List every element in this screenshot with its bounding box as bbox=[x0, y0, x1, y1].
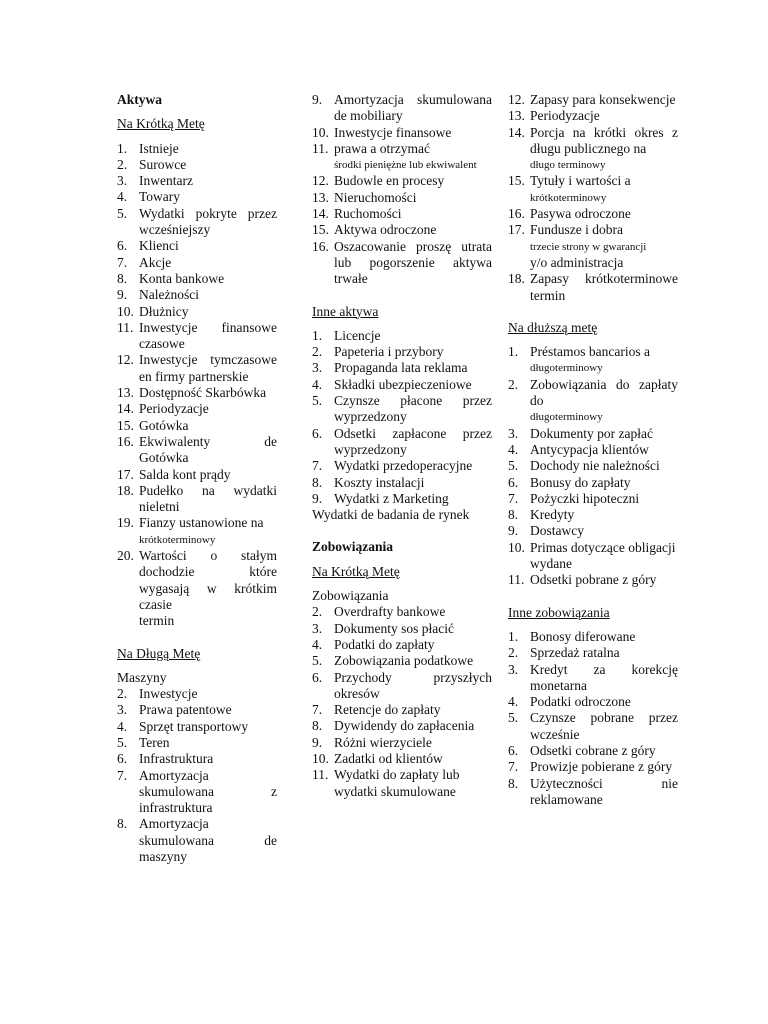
list-item-text: Pożyczki hipoteczni bbox=[530, 490, 640, 506]
list-item-number: 16. bbox=[508, 206, 525, 222]
list-item-number: 16. bbox=[312, 238, 329, 254]
list-item bbox=[508, 344, 678, 377]
list-item bbox=[508, 507, 678, 523]
list-item-text: Konta bankowe bbox=[139, 270, 225, 286]
subheading-long-term-liabilities: Na dłuższą metę bbox=[508, 319, 598, 335]
list-item bbox=[117, 434, 277, 467]
list-item bbox=[117, 751, 277, 767]
list-item bbox=[508, 426, 678, 442]
list-item-text: Retencje do zapłaty bbox=[334, 702, 441, 718]
list-item-text: Odsetki zapłacone przez wyprzedzony bbox=[334, 425, 492, 457]
list-item-number: 2. bbox=[312, 604, 323, 620]
list-item-number: 16. bbox=[117, 433, 134, 449]
subheading-short-term-assets: Na Krótką Metę bbox=[117, 116, 205, 132]
list-item-text: Użyteczności nie reklamowane bbox=[530, 775, 678, 807]
list-item-text: Klienci bbox=[139, 238, 179, 254]
list-item-text: Prowizje pobierane z góry bbox=[530, 759, 673, 775]
column-middle bbox=[312, 92, 492, 800]
list-item-number: 8. bbox=[312, 474, 323, 490]
list-item bbox=[312, 767, 492, 800]
list-item-text: Towary bbox=[139, 189, 181, 205]
list-item-text: Oszacowanie proszę utrata lub pogorszenie aktywa trwałe bbox=[334, 238, 492, 287]
list-item-text: Istnieje bbox=[139, 140, 179, 156]
list-item bbox=[312, 360, 492, 376]
list-item bbox=[312, 670, 492, 703]
list-item bbox=[312, 377, 492, 393]
list-item-number: 17. bbox=[508, 222, 525, 238]
list-item-number: 18. bbox=[117, 482, 134, 498]
list-item bbox=[117, 141, 277, 157]
list-assets-continued bbox=[312, 92, 492, 288]
list-item bbox=[312, 491, 492, 507]
list-item-text: Zobowiązania bbox=[312, 588, 389, 604]
list-item-subtext: długoterminowy bbox=[530, 362, 603, 375]
list-item bbox=[312, 206, 492, 222]
list-item-text: Inwestycje finansowe bbox=[334, 124, 452, 140]
list-item-text: Amortyzacja skumulowana de maszyny bbox=[139, 816, 277, 865]
list-item bbox=[508, 377, 678, 426]
list-item-number: 2. bbox=[508, 376, 519, 392]
list-item bbox=[117, 719, 277, 735]
list-item-number: 3. bbox=[312, 620, 323, 636]
list-item-text: Wydatki pokryte przez wcześniejszy bbox=[139, 205, 277, 238]
list-item-number: 6. bbox=[312, 425, 323, 441]
list-item-text: Inwentarz bbox=[139, 173, 193, 189]
list-item bbox=[508, 694, 678, 710]
list-item-subtext: trzecie strony w gwarancji bbox=[530, 240, 647, 253]
list-item bbox=[117, 385, 277, 401]
list-item-text: Sprzęt transportowy bbox=[139, 718, 249, 734]
list-item-text: Kredyt za korekcję monetarna bbox=[530, 661, 678, 693]
list-item bbox=[117, 189, 277, 205]
list-item-number: 2. bbox=[117, 686, 128, 702]
list-item-text: Teren bbox=[139, 734, 170, 750]
list-item-text: Inwestycje tymczasowe en firmy partnerskie bbox=[139, 352, 277, 384]
list-item-text: Papeteria i przybory bbox=[334, 344, 444, 360]
list-item-text: Czynsze pobrane przez wcześnie bbox=[530, 710, 678, 742]
list-item-number: 13. bbox=[312, 189, 329, 205]
list-item-text: Budowle en procesy bbox=[334, 173, 445, 189]
list-item bbox=[117, 670, 277, 686]
list-item bbox=[117, 255, 277, 271]
list-item-number: 1. bbox=[117, 140, 128, 156]
list-item-number: 10. bbox=[117, 303, 134, 319]
list-item-subtext: krótkoterminowy bbox=[530, 191, 607, 204]
list-item-number: 15. bbox=[312, 222, 329, 238]
list-item bbox=[117, 238, 277, 254]
list-item-number: 7. bbox=[312, 458, 323, 474]
list-item bbox=[312, 393, 492, 426]
list-item-text: Ruchomości bbox=[334, 206, 402, 222]
list-item-text: Amortyzacja skumulowana z infrastruktura bbox=[139, 767, 277, 816]
list-item-text: Wydatki z Marketing bbox=[334, 490, 449, 506]
list-item-number: 8. bbox=[508, 775, 519, 791]
list-item-text: Akcje bbox=[139, 254, 172, 270]
list-item-text: Zobowiązania podatkowe bbox=[334, 653, 474, 669]
list-item bbox=[117, 515, 277, 548]
list-item-number: 12. bbox=[508, 92, 525, 107]
list-item-number: 4. bbox=[117, 189, 128, 205]
list-item-text: Porcja na krótki okres z długu publicznego na bbox=[530, 124, 678, 156]
list-item bbox=[117, 206, 277, 239]
list-item bbox=[117, 418, 277, 434]
list-item bbox=[508, 173, 678, 206]
list-item-number: 5. bbox=[117, 205, 128, 221]
list-item bbox=[117, 271, 277, 287]
list-item-text: Inwestycje bbox=[139, 686, 198, 702]
list-item bbox=[312, 222, 492, 238]
list-item-text: Gotówka bbox=[139, 417, 189, 433]
list-item-text: Infrastruktura bbox=[139, 751, 214, 767]
list-item bbox=[508, 710, 678, 743]
list-item-number: 8. bbox=[117, 816, 128, 832]
list-item-text: Periodyzacje bbox=[530, 108, 600, 124]
list-item bbox=[312, 141, 492, 174]
list-item-number: 8. bbox=[312, 718, 323, 734]
list-item-number: 5. bbox=[508, 710, 519, 726]
list-item-number: 9. bbox=[312, 734, 323, 750]
list-item-number: 13. bbox=[117, 385, 134, 401]
list-item-number: 20. bbox=[117, 548, 134, 564]
list-item-number: 15. bbox=[508, 173, 525, 189]
list-item-text: Dostawcy bbox=[530, 523, 584, 539]
list-item-text: Wartości o stałym dochodzie które wygasają w krótkim czasie bbox=[139, 548, 277, 612]
list-item-text: Licencje bbox=[334, 327, 381, 343]
list-long-term-assets bbox=[117, 670, 277, 866]
list-item-text: Czynsze płacone przez wyprzedzony bbox=[334, 393, 492, 425]
list-item bbox=[117, 304, 277, 320]
list-item-number: 6. bbox=[508, 742, 519, 758]
subheading-long-term-assets: Na Długą Metę bbox=[117, 645, 201, 661]
section-title-liabilities: Zobowiązania bbox=[312, 539, 394, 555]
list-item-number: 14. bbox=[117, 401, 134, 417]
list-item-text: Dostępność Skarbówka bbox=[139, 385, 267, 401]
list-item-continuation: wydane bbox=[530, 556, 572, 572]
list-item-number: 3. bbox=[117, 702, 128, 718]
list-item-text: Bonusy do zapłaty bbox=[530, 474, 631, 490]
list-item bbox=[117, 401, 277, 417]
list-item-number: 6. bbox=[312, 669, 323, 685]
list-item-number: 12. bbox=[117, 352, 134, 368]
list-item bbox=[312, 653, 492, 669]
list-item-text: Ekwiwalenty de Gotówka bbox=[139, 433, 277, 466]
list-item-text: Bonosy diferowane bbox=[530, 628, 636, 644]
list-item-text: Zobowiązania do zapłaty do bbox=[530, 376, 678, 409]
list-item bbox=[117, 686, 277, 702]
list-item bbox=[508, 442, 678, 458]
list-item-number: 6. bbox=[117, 238, 128, 254]
list-item-number: 9. bbox=[312, 92, 323, 107]
list-item-text: Należności bbox=[139, 287, 199, 303]
list-item bbox=[117, 157, 277, 173]
list-item-text: Dywidendy do zapłacenia bbox=[334, 718, 475, 734]
list-item-text: Surowce bbox=[139, 156, 187, 172]
list-item-text: Nieruchomości bbox=[334, 189, 417, 205]
list-item-subtext: krótkoterminowy bbox=[139, 533, 216, 546]
list-item bbox=[508, 271, 678, 304]
list-item-text: Prawa patentowe bbox=[139, 702, 232, 718]
list-item-number: 3. bbox=[508, 661, 519, 677]
list-item bbox=[117, 467, 277, 483]
list-item-number: 7. bbox=[117, 767, 128, 783]
list-item-text: Fianzy ustanowione na bbox=[139, 515, 264, 531]
list-item-text: Wydatki przedoperacyjne bbox=[334, 458, 473, 474]
list-item-number: 3. bbox=[312, 360, 323, 376]
list-item-text: Koszty instalacji bbox=[334, 474, 425, 490]
list-item bbox=[312, 751, 492, 767]
list-item bbox=[508, 662, 678, 695]
list-item-number: 6. bbox=[508, 474, 519, 490]
list-item-text: Dochody nie należności bbox=[530, 458, 660, 474]
list-item-text: Propaganda lata reklama bbox=[334, 360, 468, 376]
list-item-text: Wydatki do zapłaty lub bbox=[334, 767, 460, 783]
list-item-number: 5. bbox=[312, 653, 323, 669]
list-item-number: 5. bbox=[312, 393, 323, 409]
list-item-number: 9. bbox=[117, 287, 128, 303]
list-item-text: Pudełko na wydatki nieletni bbox=[139, 482, 277, 515]
list-item-text: Różni wierzyciele bbox=[334, 734, 432, 750]
list-item-number: 3. bbox=[117, 173, 128, 189]
list-item bbox=[508, 108, 678, 124]
column-right bbox=[508, 92, 678, 808]
list-item bbox=[117, 287, 277, 303]
list-item bbox=[508, 645, 678, 661]
list-item-number: 11. bbox=[312, 767, 329, 783]
list-item bbox=[508, 776, 678, 809]
list-item bbox=[312, 735, 492, 751]
list-long-term-liabilities bbox=[508, 344, 678, 588]
list-item-subtext: długo terminowy bbox=[530, 159, 606, 172]
list-item-text: Maszyny bbox=[117, 669, 167, 685]
list-item bbox=[117, 548, 277, 629]
list-item bbox=[312, 718, 492, 734]
list-item-text: Sprzedaż ratalna bbox=[530, 645, 620, 661]
list-item-number: 1. bbox=[508, 628, 519, 644]
list-liabilities-continued bbox=[508, 92, 678, 304]
list-item-continuation: termin bbox=[139, 613, 175, 629]
list-item-number: 7. bbox=[508, 490, 519, 506]
list-item-text: Podatki odroczone bbox=[530, 694, 631, 710]
list-item-text: Inwestycje finansowe czasowe bbox=[139, 319, 277, 352]
subheading-other-liabilities: Inne zobowiązania bbox=[508, 604, 610, 620]
list-item-text: Primas dotyczące obligacji bbox=[530, 539, 676, 555]
list-item-number: 15. bbox=[117, 417, 134, 433]
list-item-number: 11. bbox=[508, 572, 525, 588]
list-item-number: 7. bbox=[312, 702, 323, 718]
list-item bbox=[117, 320, 277, 353]
list-item-number: 1. bbox=[312, 327, 323, 343]
list-item-number: 4. bbox=[508, 694, 519, 710]
list-item bbox=[117, 735, 277, 751]
list-item-text: Antycypacja klientów bbox=[530, 441, 649, 457]
list-item-number: 2. bbox=[117, 156, 128, 172]
list-item-text: Zapasy para konsekwencje bbox=[530, 92, 676, 107]
list-item-number: 4. bbox=[312, 636, 323, 652]
list-item bbox=[508, 491, 678, 507]
list-item bbox=[312, 475, 492, 491]
list-item bbox=[312, 173, 492, 189]
list-item-text: Amortyzacja skumulowana de mobiliary bbox=[334, 92, 492, 124]
list-item bbox=[117, 352, 277, 385]
subheading-other-assets: Inne aktywa bbox=[312, 303, 379, 319]
list-item-number: 9. bbox=[508, 523, 519, 539]
list-item-number: 1. bbox=[508, 344, 519, 360]
list-item-number: 7. bbox=[508, 759, 519, 775]
list-item bbox=[312, 621, 492, 637]
list-item bbox=[312, 702, 492, 718]
list-item-number: 3. bbox=[508, 425, 519, 441]
list-item bbox=[508, 222, 678, 271]
list-item-number: 12. bbox=[312, 173, 329, 189]
list-item-number: 11. bbox=[117, 319, 134, 335]
list-item-continuation: wydatki skumulowane bbox=[334, 783, 456, 799]
list-item-number: 10. bbox=[312, 124, 329, 140]
list-item-text: Przychody przyszłych okresów bbox=[334, 669, 492, 701]
list-item bbox=[312, 426, 492, 459]
list-item-number: 10. bbox=[312, 750, 329, 766]
list-item-number: 13. bbox=[508, 108, 525, 124]
section-title-assets: Aktywa bbox=[117, 92, 163, 107]
list-item-text: Kredyty bbox=[530, 507, 575, 523]
list-item bbox=[508, 92, 678, 108]
list-item bbox=[117, 816, 277, 865]
list-item bbox=[508, 743, 678, 759]
list-item bbox=[508, 125, 678, 174]
list-item-text: Fundusze i dobra bbox=[530, 222, 623, 238]
list-item-text: Odsetki pobrane z góry bbox=[530, 572, 657, 588]
list-item bbox=[312, 588, 492, 604]
list-item bbox=[312, 344, 492, 360]
list-item-number: 9. bbox=[312, 490, 323, 506]
column-assets bbox=[117, 92, 277, 865]
list-item bbox=[117, 173, 277, 189]
list-item bbox=[508, 759, 678, 775]
list-item-text: Dłużnicy bbox=[139, 303, 189, 319]
list-short-term-assets bbox=[117, 141, 277, 630]
list-item-text: Podatki do zapłaty bbox=[334, 636, 435, 652]
subheading-short-term-liabilities: Na Krótką Metę bbox=[312, 563, 400, 579]
list-item-extra: Wydatki de badania de rynek bbox=[312, 507, 470, 523]
list-item bbox=[508, 572, 678, 588]
list-item bbox=[117, 768, 277, 817]
list-item-number: 7. bbox=[117, 254, 128, 270]
list-item-text: Aktywa odroczone bbox=[334, 222, 437, 238]
list-item bbox=[312, 92, 492, 125]
list-item-text: Periodyzacje bbox=[139, 401, 209, 417]
list-item bbox=[312, 190, 492, 206]
list-item-number: 2. bbox=[312, 344, 323, 360]
list-item bbox=[508, 475, 678, 491]
list-item-number: 2. bbox=[508, 645, 519, 661]
list-item-text: Dokumenty por zapłać bbox=[530, 425, 653, 441]
list-item-text: Dokumenty sos płacić bbox=[334, 620, 454, 636]
list-item bbox=[312, 125, 492, 141]
list-item-number: 8. bbox=[117, 270, 128, 286]
list-item-number: 4. bbox=[508, 441, 519, 457]
list-item-number: 17. bbox=[117, 466, 134, 482]
list-item-text: Zadatki od klientów bbox=[334, 750, 443, 766]
list-item-text: Tytuły i wartości a bbox=[530, 173, 631, 189]
list-item-text: Overdrafty bankowe bbox=[334, 604, 446, 620]
list-item-subtext: długoterminowy bbox=[530, 411, 603, 424]
list-short-term-liabilities bbox=[312, 588, 492, 800]
list-item-number: 14. bbox=[312, 206, 329, 222]
list-item-number: 5. bbox=[117, 734, 128, 750]
list-item-number: 19. bbox=[117, 515, 134, 531]
list-item bbox=[508, 540, 678, 573]
list-item bbox=[508, 523, 678, 539]
list-item-text: prawa a otrzymać bbox=[334, 140, 430, 156]
list-item-text: Zapasy krótkoterminowe termin bbox=[530, 271, 678, 303]
list-item-number: 14. bbox=[508, 124, 525, 140]
list-item-number: 4. bbox=[312, 376, 323, 392]
list-item-text: Préstamos bancarios a bbox=[530, 344, 650, 360]
list-other-liabilities bbox=[508, 629, 678, 808]
list-item-text: Składki ubezpieczeniowe bbox=[334, 376, 472, 392]
list-item bbox=[312, 239, 492, 288]
list-item-number: 11. bbox=[312, 140, 329, 156]
list-item-number: 6. bbox=[117, 751, 128, 767]
list-other-assets bbox=[312, 328, 492, 507]
list-item-number: 18. bbox=[508, 271, 525, 287]
list-item-text: Salda kont prądy bbox=[139, 466, 231, 482]
list-item bbox=[508, 458, 678, 474]
list-item bbox=[312, 604, 492, 620]
list-item-number: 8. bbox=[508, 507, 519, 523]
list-item-continuation: y/o administracja bbox=[530, 254, 624, 270]
list-item-number: 5. bbox=[508, 458, 519, 474]
list-item-number: 10. bbox=[508, 539, 525, 555]
list-item bbox=[117, 702, 277, 718]
list-item-text: Odsetki cobrane z góry bbox=[530, 742, 656, 758]
list-item bbox=[312, 458, 492, 474]
list-item-number: 4. bbox=[117, 718, 128, 734]
list-item bbox=[117, 483, 277, 516]
list-item bbox=[312, 328, 492, 344]
list-item bbox=[508, 206, 678, 222]
list-item bbox=[312, 637, 492, 653]
list-item-text: Pasywa odroczone bbox=[530, 206, 631, 222]
list-item bbox=[508, 629, 678, 645]
list-item-subtext: środki pieniężne lub ekwiwalent bbox=[334, 159, 477, 172]
